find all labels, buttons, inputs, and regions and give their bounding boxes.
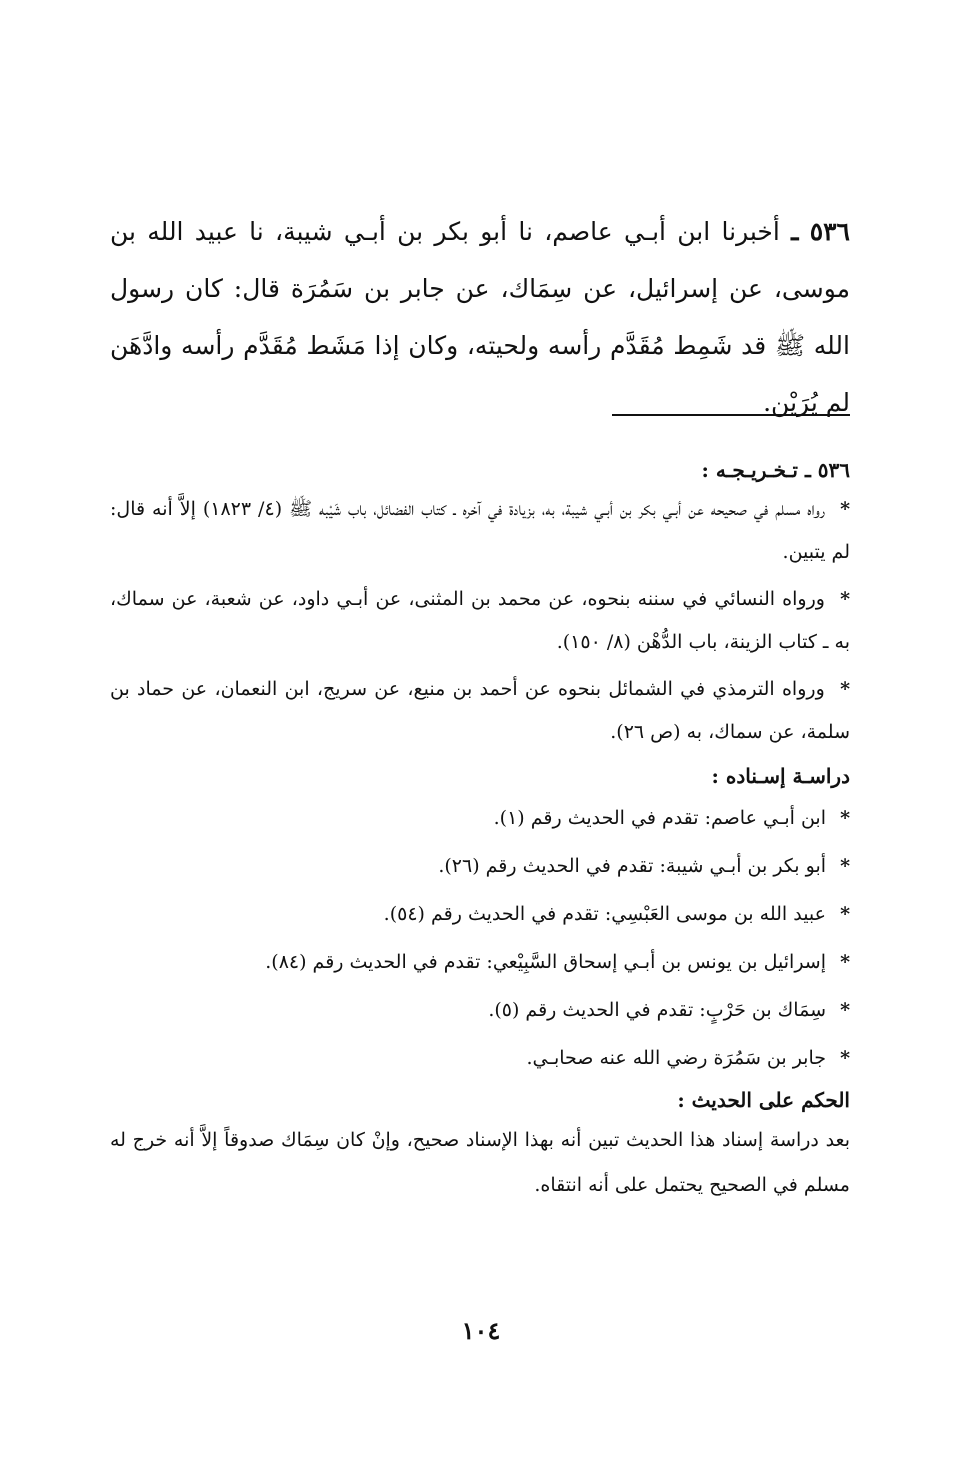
- bullet-icon: *: [840, 999, 850, 1021]
- ruling-heading: الحكم على الحديث :: [677, 1088, 850, 1112]
- bullet-icon: *: [840, 903, 850, 925]
- bullet-icon: *: [840, 498, 850, 520]
- isnad-item-text: إسرائيل بن يونس بن أبـي إسحاق السَّبِيْعي: تقدم في الحديث رقم (٨٤).: [265, 951, 827, 973]
- isnad-item: [110, 938, 850, 986]
- ruling-text: بعد دراسة إسناد هذا الحديث تبين أنه بهذا الإسناد صحيح، وإنْ كان سِمَاك صدوقاً إلاَّ أنه خرج له مسلم في الصحيح يحتمل على أنه انتقاه.: [110, 1129, 850, 1196]
- isnad-item: [110, 842, 850, 890]
- bullet-icon: *: [840, 588, 851, 610]
- isnad-item-text: أبو بكر بن أبـي شيبة: تقدم في الحديث رقم (٢٦).: [438, 855, 827, 877]
- hadith-paragraph: [110, 203, 850, 431]
- takhrij-item-text: ورواه الترمذي في الشمائل بنحوه عن أحمد بن منيع، عن سريج، ابن النعمان، عن حماد بن سلمة، عن سماك، به (ص ٢٦).: [110, 678, 850, 743]
- isnad-item-text: ابن أبـي عاصم: تقدم في الحديث رقم (١).: [493, 807, 827, 829]
- takhrij-item-text: رواه مسلم في صحيحه عن أبـي بكر بن أبـي شيبة، به، بزيادة في آخره ـ كتاب الفضائل، باب شَيْبه ﷺ (٤/ ١٨٢٣) إلاَّ أنه قال: لم يتبين.: [110, 498, 850, 563]
- hadith-text: أخبرنا ابن أبـي عاصم، نا أبو بكر بن أبـي شيبة، نا عبيد الله بن موسى، عن إسرائيل، عن سِمَاك، عن جابر بن سَمُرَة قال: كان رسول الله ﷺ قد شَمِط مُقَدَّم رأسه ولحيته، وكان إذا مَشَط مُقَدَّم رأسه وادَّهَن لم يُرَيْن.: [110, 217, 850, 417]
- takhrij-item-text: ورواه النسائي في سننه بنحوه، عن محمد بن المثنى، عن أبـي داود، عن شعبة، عن سماك، به ـ كتاب الزينة، باب الدُّهْن (٨/ ١٥٠).: [110, 588, 850, 653]
- footnote-separator: [612, 414, 850, 416]
- hadith-dash: ـ: [791, 217, 799, 246]
- takhrij-item: [110, 578, 850, 664]
- isnad-item: [110, 794, 850, 842]
- bullet-icon: *: [840, 855, 850, 877]
- bullet-icon: *: [840, 807, 850, 829]
- takhrij-heading: ٥٣٦ ـ تـخـريـجـه :: [701, 458, 850, 482]
- bullet-icon: *: [840, 1047, 850, 1069]
- isnad-item-text: عبيد الله بن موسى العَبْسِي: تقدم في الحديث رقم (٥٤).: [383, 903, 827, 925]
- commentary-section: [110, 452, 850, 1208]
- hadith-number: ٥٣٦: [809, 217, 850, 246]
- isnad-item: [110, 1034, 850, 1082]
- bullet-icon: *: [840, 678, 850, 700]
- isnad-item: [110, 890, 850, 938]
- bullet-icon: *: [840, 951, 850, 973]
- isnad-item: [110, 986, 850, 1034]
- takhrij-item: [110, 488, 850, 574]
- takhrij-item: [110, 668, 850, 754]
- isnad-item-text: سِمَاك بن حَرْبٍ: تقدم في الحديث رقم (٥).: [488, 999, 827, 1021]
- page-number: ١٠٤: [461, 1316, 501, 1345]
- isnad-list: [110, 794, 850, 1082]
- isnad-item-text: جابر بن سَمُرَة رضي الله عنه صحابـي.: [526, 1047, 827, 1069]
- isnad-heading: دراسـة إسـناده :: [711, 764, 850, 788]
